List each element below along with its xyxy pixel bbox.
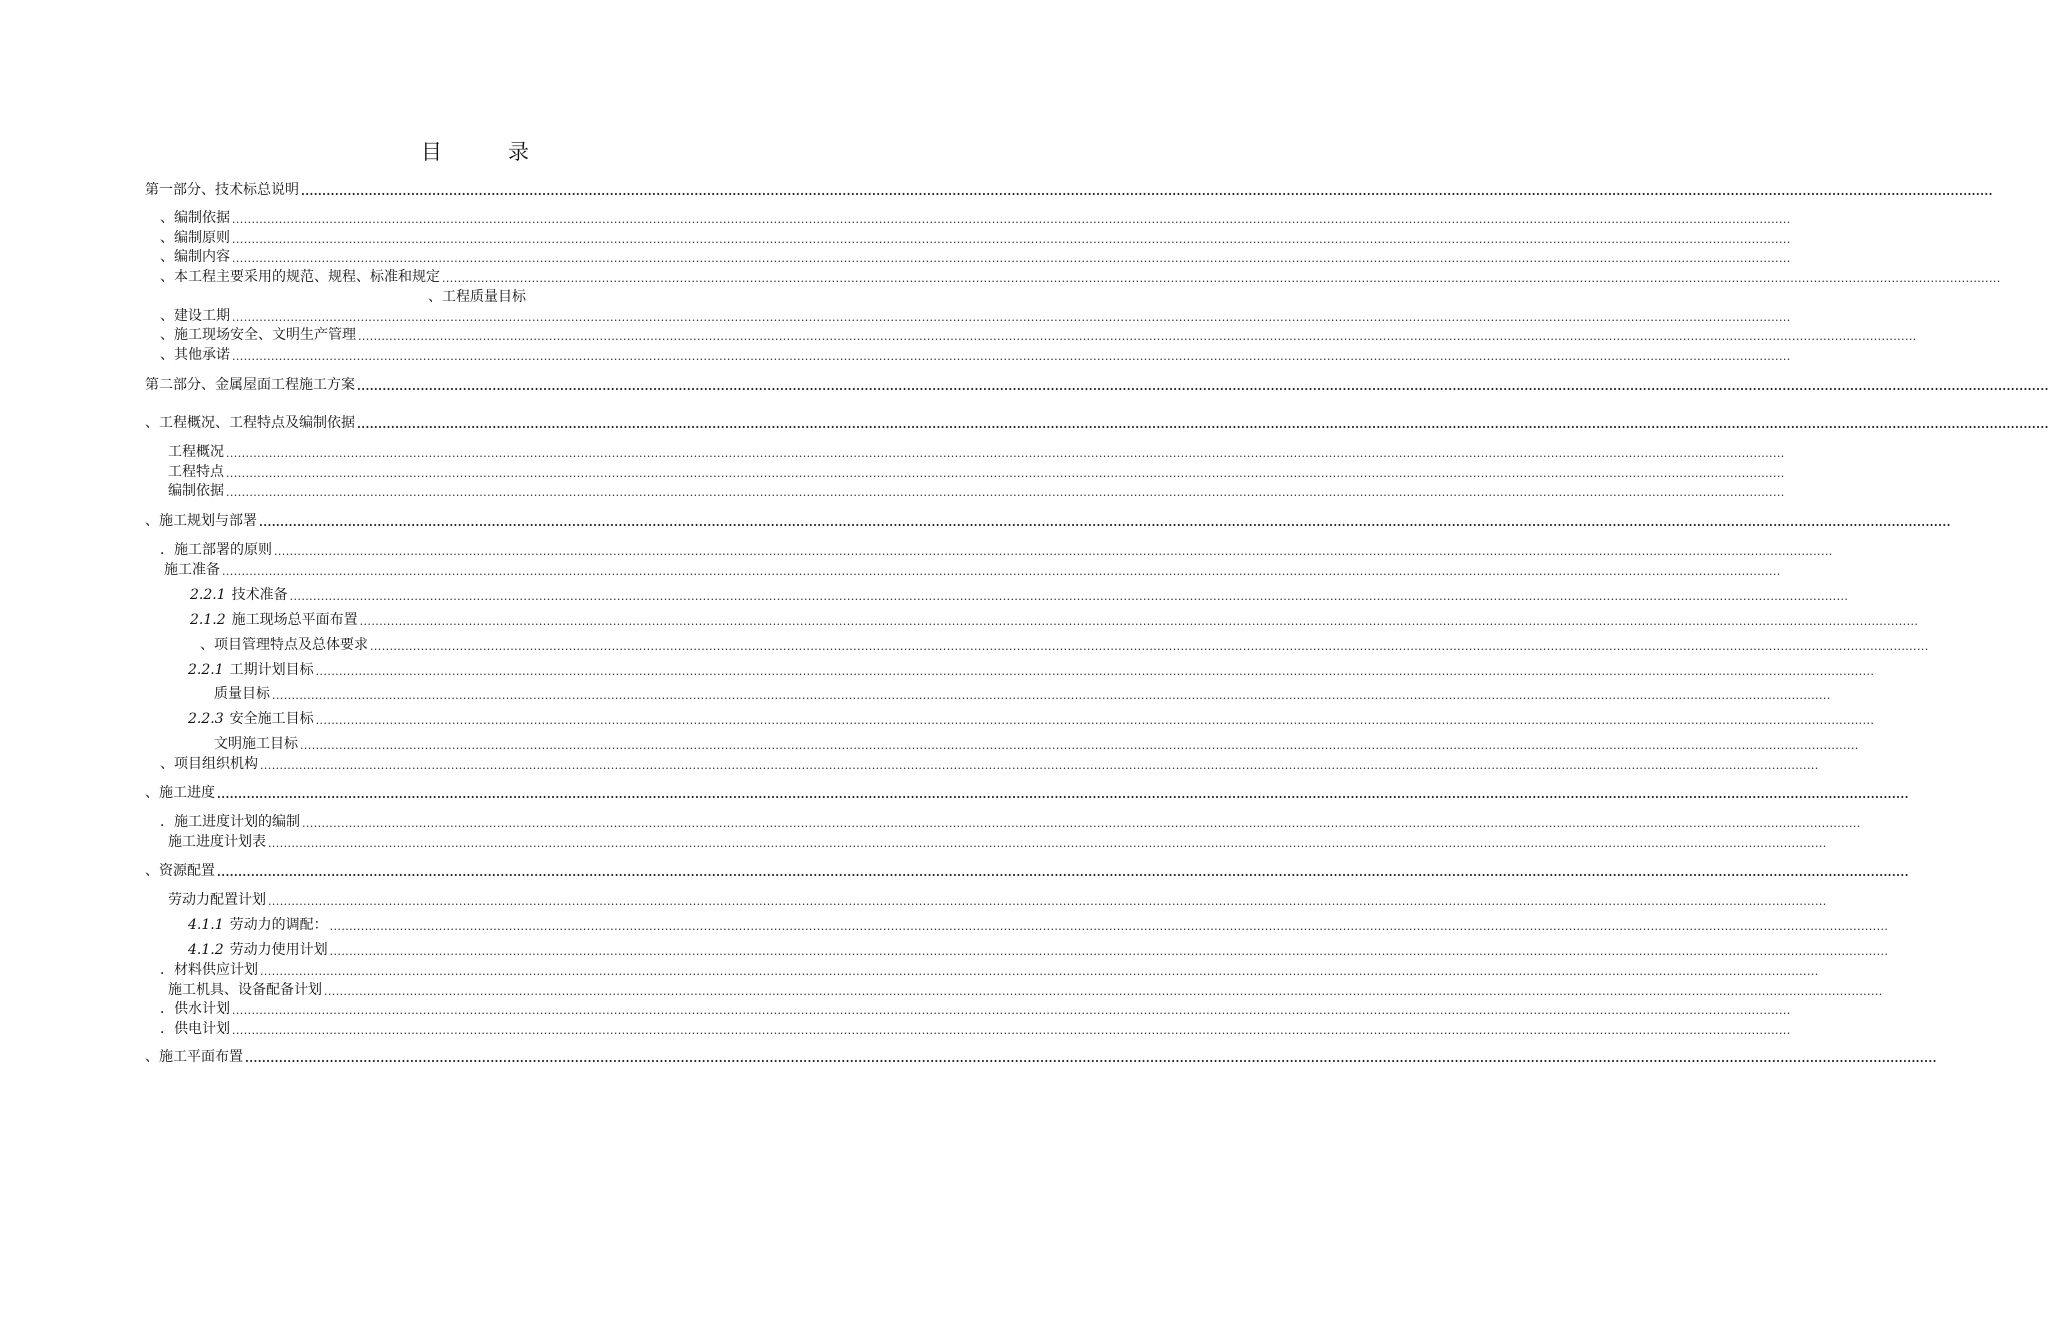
toc-entry-label: [160, 755, 258, 773]
toc-entry[interactable]: [145, 376, 2049, 394]
toc-entry[interactable]: [145, 181, 1993, 199]
toc-entry-label: 、工程质量目标: [428, 289, 526, 305]
dot-leader: ................................................................................................................................................................................................................................................................................................................................................................................................................: [268, 895, 1827, 908]
toc-entry[interactable]: [168, 443, 1785, 461]
toc-entry-number: 4.1.2: [188, 942, 224, 958]
toc-title: [0, 136, 950, 166]
toc-entry-text: 、其他承诺: [160, 347, 230, 363]
toc-entry-label: [190, 586, 288, 604]
dot-leader: ................................................................................................................................................................................................................................................................................................................................................................................................................: [232, 311, 1791, 324]
dot-leader: ................................................................................................................................................................................................................................................................................................................................................................................................................: [302, 817, 1861, 830]
toc-entry-label: [160, 346, 230, 364]
toc-entry-label: [145, 414, 355, 432]
toc-entry-label: [168, 443, 224, 461]
toc-entry[interactable]: [160, 755, 1819, 773]
dot-leader: ................................................................................................................................................................................................................................................................................................................................................................................................................: [324, 985, 1883, 998]
toc-entry-label: [160, 961, 258, 979]
toc-entry[interactable]: [145, 414, 2049, 432]
toc-entry-label: [145, 862, 215, 880]
toc-entry-text: 劳动力配置计划: [168, 892, 266, 908]
toc-entry[interactable]: [160, 541, 1833, 559]
toc-entry[interactable]: [190, 586, 1849, 604]
toc-entry-text: 、施工进度: [145, 785, 215, 801]
toc-entry-label: [168, 981, 322, 999]
toc-entry-text: 、编制原则: [160, 230, 230, 246]
toc-entry-text: 施工准备: [164, 562, 220, 578]
toc-entry[interactable]: [214, 735, 1859, 753]
toc-entry-text: 第一部分、技术标总说明: [145, 182, 299, 198]
toc-entry[interactable]: [145, 512, 1951, 530]
toc-entry-text: 工程特点: [168, 464, 224, 480]
toc-entry[interactable]: [428, 288, 526, 306]
dot-leader: ................................................................................................................................................................................................................................................................................................................................................................................................................: [329, 920, 1889, 933]
dot-leader: ................................................................................................................................................................................................................................................................................................................................................................................................................: [274, 545, 1833, 558]
dot-leader: ................................................................................................................................................................................................................................................................................................................................................................................................................: [442, 272, 2001, 285]
toc-entry-text: 、施工规划与部署: [145, 513, 257, 529]
toc-entry-text: 、项目管理特点及总体要求: [200, 637, 368, 653]
toc-entry[interactable]: [160, 813, 1861, 831]
toc-entry[interactable]: [145, 784, 1909, 802]
toc-entry-label: [145, 512, 257, 530]
toc-entry[interactable]: [160, 1000, 1791, 1018]
toc-entry[interactable]: [188, 710, 1875, 728]
dot-leader: ................................................................................................................................................................................................................................................................................................................................................................................................................: [232, 1024, 1791, 1037]
toc-entry-label: [160, 1000, 230, 1018]
dot-leader: ................................................................................................................................................................................................................................................................................................................................................................................................................: [232, 252, 1791, 265]
toc-entry-label: [168, 833, 266, 851]
toc-entry-label: [145, 181, 299, 199]
toc-entry-text: ．供水计划: [160, 1001, 230, 1017]
toc-entry-label: [168, 891, 266, 909]
toc-entry[interactable]: [188, 661, 1875, 679]
dot-leader: ................................................................................................................................................................................................................................................................................................................................................................................................................: [329, 945, 1889, 958]
toc-entry-text: 、编制依据: [160, 210, 230, 226]
toc-entry[interactable]: [160, 326, 1917, 344]
dot-leader: ................................................................................................................................................................................................................................................................................................................................................................................................................: [232, 1004, 1791, 1017]
toc-entry-text: 、本工程主要采用的规范、规程、标准和规定: [160, 269, 440, 285]
toc-entry-text: 、编制内容: [160, 249, 230, 265]
toc-entry-text: 、建设工期: [160, 308, 230, 324]
toc-entry-label: [164, 561, 220, 579]
dot-leader: ................................................................................................................................................................................................................................................................................................................................................................................................................: [358, 330, 1917, 343]
dot-leader: ................................................................................................................................................................................................................................................................................................................................................................................................................: [357, 418, 2049, 431]
toc-entry[interactable]: [160, 1020, 1791, 1038]
dot-leader: ................................................................................................................................................................................................................................................................................................................................................................................................................: [232, 350, 1791, 363]
toc-entry[interactable]: [160, 209, 1791, 227]
toc-entry-label: [160, 813, 300, 831]
toc-entry-text: ．施工部署的原则: [160, 542, 272, 558]
toc-entry-label: [145, 784, 215, 802]
dot-leader: ................................................................................................................................................................................................................................................................................................................................................................................................................: [259, 516, 1951, 529]
dot-leader: ................................................................................................................................................................................................................................................................................................................................................................................................................: [272, 689, 1831, 702]
toc-entry-label: [168, 482, 224, 500]
toc-entry[interactable]: [164, 561, 1781, 579]
toc-entry[interactable]: [160, 307, 1791, 325]
toc-entry[interactable]: [168, 463, 1785, 481]
toc-entry[interactable]: [160, 346, 1791, 364]
toc-entry-text: 施工现场总平面布置: [231, 612, 358, 628]
toc-entry[interactable]: [168, 833, 1827, 851]
toc-entry[interactable]: [160, 961, 1819, 979]
toc-entry-text: 技术准备: [231, 587, 288, 603]
toc-entry-text: 、工程概况、工程特点及编制依据: [145, 415, 355, 431]
toc-entry-text: 文明施工目标: [214, 736, 298, 752]
toc-entry[interactable]: [188, 941, 1889, 959]
toc-entry[interactable]: [188, 916, 1889, 934]
toc-entry-label: [145, 1048, 243, 1066]
dot-leader: ................................................................................................................................................................................................................................................................................................................................................................................................................: [232, 213, 1791, 226]
toc-entry-label: [188, 941, 328, 959]
toc-entry-text: 编制依据: [168, 483, 224, 499]
toc-entry-label: [160, 229, 230, 247]
toc-entry-number: 2.2.1: [190, 587, 226, 603]
toc-entry[interactable]: [200, 636, 1929, 654]
toc-entry-label: [160, 248, 230, 266]
toc-entry-text: ．施工进度计划的编制: [160, 814, 300, 830]
dot-leader: ................................................................................................................................................................................................................................................................................................................................................................................................................: [260, 965, 1819, 978]
toc-entry-label: [200, 636, 368, 654]
toc-entry[interactable]: [168, 981, 1883, 999]
toc-entry-text: 劳动力的调配：: [229, 917, 328, 933]
dot-leader: ................................................................................................................................................................................................................................................................................................................................................................................................................: [226, 486, 1785, 499]
dot-leader: ................................................................................................................................................................................................................................................................................................................................................................................................................: [315, 714, 1875, 727]
dot-leader: ................................................................................................................................................................................................................................................................................................................................................................................................................: [300, 739, 1859, 752]
toc-entry-label: [190, 611, 358, 629]
dot-leader: ................................................................................................................................................................................................................................................................................................................................................................................................................: [232, 233, 1791, 246]
toc-entry-label: [160, 268, 440, 286]
dot-leader: ................................................................................................................................................................................................................................................................................................................................................................................................................: [359, 615, 1919, 628]
toc-entry-text: 、资源配置: [145, 863, 215, 879]
toc-entry-text: 工期计划目标: [229, 662, 314, 678]
toc-entry[interactable]: [160, 229, 1791, 247]
toc-entry-label: [214, 735, 298, 753]
toc-entry-label: [188, 661, 314, 679]
toc-entry-text: 施工机具、设备配备计划: [168, 982, 322, 998]
toc-entry-text: 质量目标: [214, 686, 270, 702]
toc-entry-label: [160, 209, 230, 227]
toc-entry-text: 工程概况: [168, 444, 224, 460]
dot-leader: ................................................................................................................................................................................................................................................................................................................................................................................................................: [301, 185, 1993, 198]
toc-entry-text: 劳动力使用计划: [229, 942, 328, 958]
toc-entry[interactable]: [214, 685, 1831, 703]
toc-entry[interactable]: [145, 862, 1909, 880]
toc-entry[interactable]: [160, 268, 2001, 286]
toc-entry-label: [188, 710, 314, 728]
toc-entry-number: 4.1.1: [188, 917, 224, 933]
dot-leader: ................................................................................................................................................................................................................................................................................................................................................................................................................: [260, 759, 1819, 772]
toc-entry-label: [160, 307, 230, 325]
dot-leader: ................................................................................................................................................................................................................................................................................................................................................................................................................: [370, 640, 1929, 653]
toc-entry-label: [160, 326, 356, 344]
toc-entry-label: [188, 916, 328, 934]
dot-leader: ................................................................................................................................................................................................................................................................................................................................................................................................................: [357, 380, 2049, 393]
toc-entry-label: [160, 541, 272, 559]
toc-entry-label: [214, 685, 270, 703]
toc-entry-label: [168, 463, 224, 481]
toc-entry-number: 2.1.2: [190, 612, 226, 628]
toc-entry-number: 2.2.1: [188, 662, 224, 678]
toc-entry-label: [160, 1020, 230, 1038]
dot-leader: ................................................................................................................................................................................................................................................................................................................................................................................................................: [226, 467, 1785, 480]
dot-leader: ................................................................................................................................................................................................................................................................................................................................................................................................................: [222, 565, 1781, 578]
dot-leader: ................................................................................................................................................................................................................................................................................................................................................................................................................: [315, 665, 1875, 678]
dot-leader: ................................................................................................................................................................................................................................................................................................................................................................................................................: [226, 447, 1785, 460]
toc-entry[interactable]: [145, 1048, 1937, 1066]
toc-entry-text: 第二部分、金属屋面工程施工方案: [145, 377, 355, 393]
toc-title-left: 目: [421, 140, 442, 164]
toc-entry-text: ．材料供应计划: [160, 962, 258, 978]
dot-leader: ................................................................................................................................................................................................................................................................................................................................................................................................................: [268, 837, 1827, 850]
toc-entry[interactable]: [168, 482, 1785, 500]
toc-entry-number: 2.2.3: [188, 711, 224, 727]
toc-entry-text: 、施工现场安全、文明生产管理: [160, 327, 356, 343]
dot-leader: ................................................................................................................................................................................................................................................................................................................................................................................................................: [217, 788, 1909, 801]
toc-entry[interactable]: [160, 248, 1791, 266]
toc-entry-text: 、施工平面布置: [145, 1049, 243, 1065]
dot-leader: ................................................................................................................................................................................................................................................................................................................................................................................................................: [245, 1052, 1937, 1065]
dot-leader: ................................................................................................................................................................................................................................................................................................................................................................................................................: [217, 866, 1909, 879]
toc-entry-text: 、项目组织机构: [160, 756, 258, 772]
toc-entry-text: 施工进度计划表: [168, 834, 266, 850]
toc-entry-label: [145, 376, 355, 394]
toc-entry-text: 安全施工目标: [229, 711, 314, 727]
toc-entry[interactable]: [190, 611, 1919, 629]
toc-entry[interactable]: [168, 891, 1827, 909]
toc-entry-text: ．供电计划: [160, 1021, 230, 1037]
toc-title-right: 录: [508, 140, 529, 164]
dot-leader: ................................................................................................................................................................................................................................................................................................................................................................................................................: [289, 590, 1849, 603]
